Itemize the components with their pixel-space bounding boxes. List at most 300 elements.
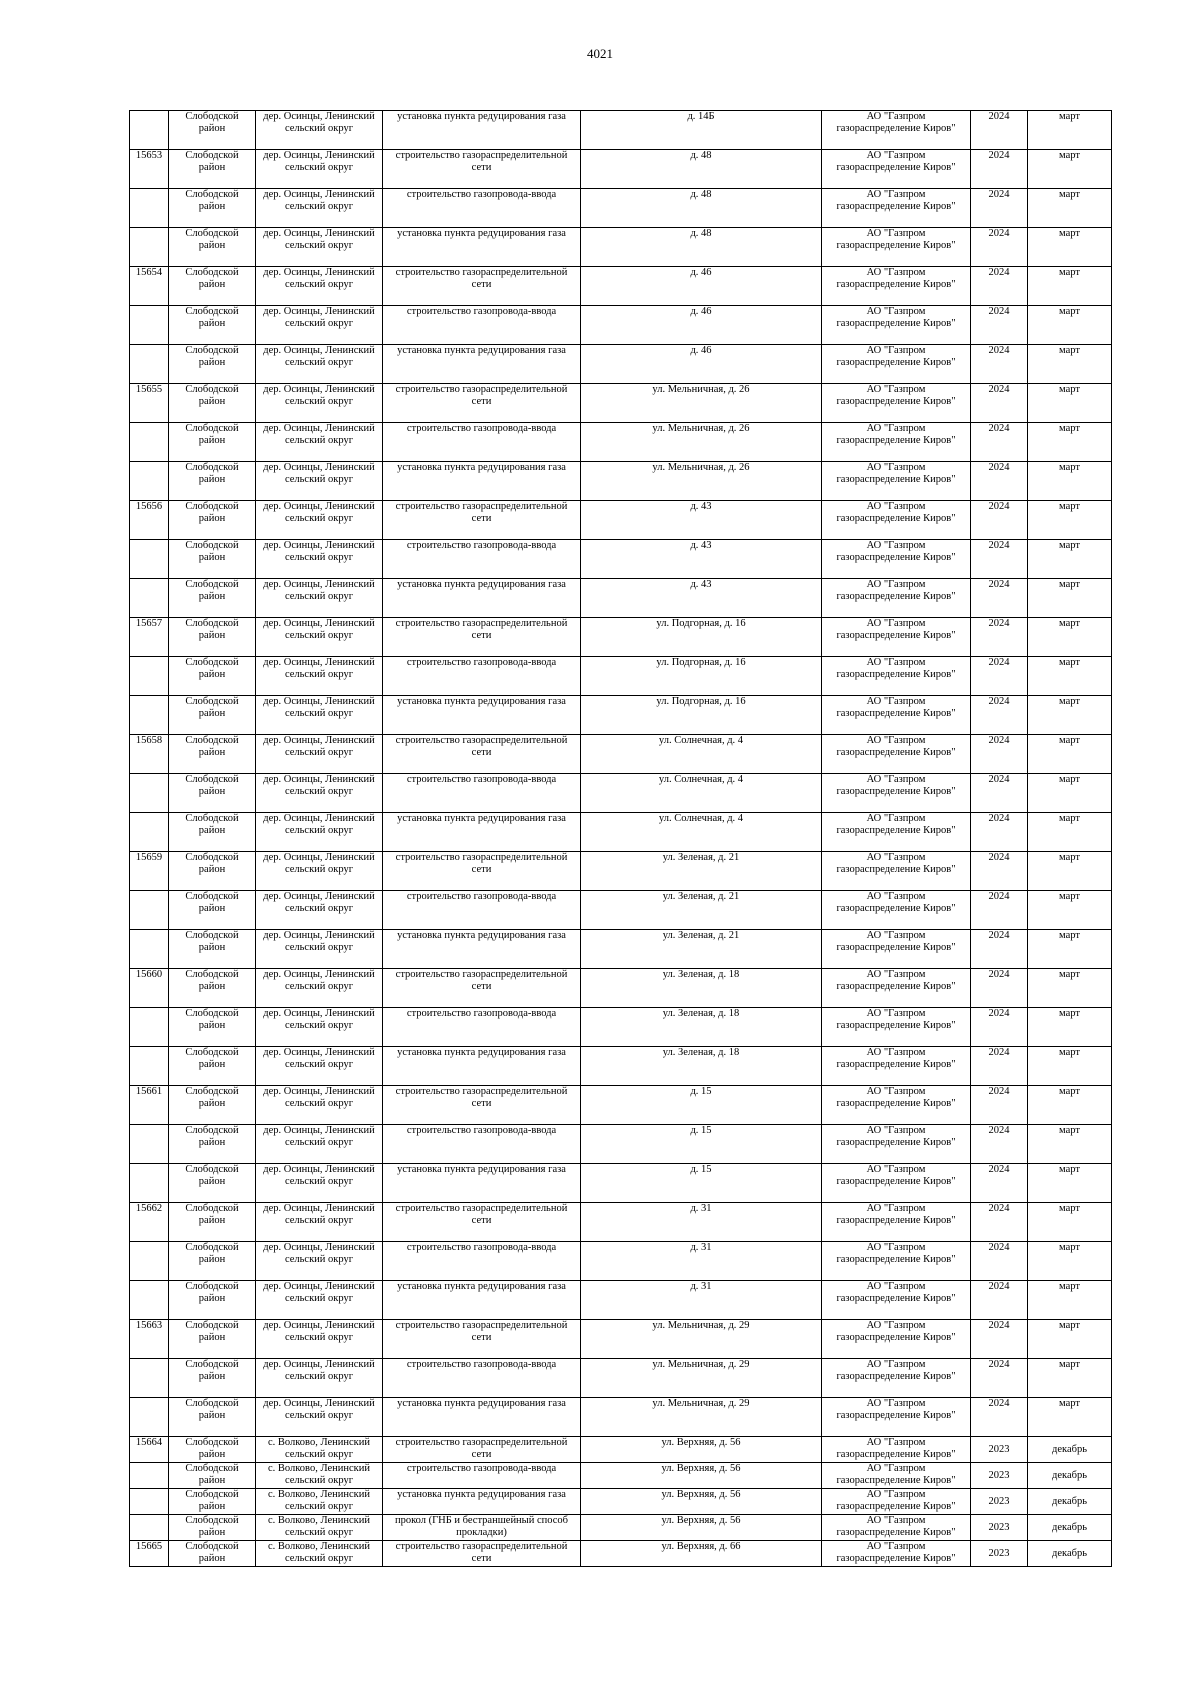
cell-settlement: дер. Осинцы, Ленинский сельский округ [256, 813, 383, 852]
cell-org: АО "Газпром газораспределение Киров" [822, 1463, 971, 1489]
cell-address: ул. Зеленая, д. 21 [581, 891, 822, 930]
cell-year: 2024 [971, 423, 1028, 462]
table-row [130, 384, 1112, 423]
cell-num: 15660 [130, 969, 169, 1008]
cell-month: март [1028, 228, 1112, 267]
cell-month: март [1028, 384, 1112, 423]
table-row [130, 657, 1112, 696]
cell-settlement: дер. Осинцы, Ленинский сельский округ [256, 969, 383, 1008]
cell-settlement: дер. Осинцы, Ленинский сельский округ [256, 1203, 383, 1242]
cell-org: АО "Газпром газораспределение Киров" [822, 150, 971, 189]
cell-num [130, 1164, 169, 1203]
cell-address: ул. Зеленая, д. 18 [581, 1008, 822, 1047]
cell-org: АО "Газпром газораспределение Киров" [822, 735, 971, 774]
cell-month: март [1028, 1320, 1112, 1359]
cell-work: строительство газопровода-ввода [383, 306, 581, 345]
cell-org: АО "Газпром газораспределение Киров" [822, 1242, 971, 1281]
cell-settlement: дер. Осинцы, Ленинский сельский округ [256, 423, 383, 462]
table-row [130, 1164, 1112, 1203]
cell-address: ул. Верхняя, д. 56 [581, 1489, 822, 1515]
cell-month: март [1028, 150, 1112, 189]
cell-work: установка пункта редуцирования газа [383, 1164, 581, 1203]
cell-num: 15653 [130, 150, 169, 189]
cell-address: д. 46 [581, 306, 822, 345]
cell-year: 2024 [971, 267, 1028, 306]
cell-settlement: дер. Осинцы, Ленинский сельский округ [256, 618, 383, 657]
cell-org: АО "Газпром газораспределение Киров" [822, 852, 971, 891]
cell-org: АО "Газпром газораспределение Киров" [822, 267, 971, 306]
cell-work: строительство газопровода-ввода [383, 423, 581, 462]
cell-district: Слободской район [169, 111, 256, 150]
cell-settlement: дер. Осинцы, Ленинский сельский округ [256, 384, 383, 423]
cell-num [130, 1489, 169, 1515]
cell-address: ул. Зеленая, д. 18 [581, 969, 822, 1008]
cell-org: АО "Газпром газораспределение Киров" [822, 1047, 971, 1086]
cell-num: 15664 [130, 1437, 169, 1463]
cell-org: АО "Газпром газораспределение Киров" [822, 540, 971, 579]
cell-address: д. 14Б [581, 111, 822, 150]
cell-org: АО "Газпром газораспределение Киров" [822, 501, 971, 540]
cell-num [130, 111, 169, 150]
cell-district: Слободской район [169, 462, 256, 501]
cell-district: Слободской район [169, 189, 256, 228]
cell-work: строительство газопровода-ввода [383, 1008, 581, 1047]
cell-month: март [1028, 501, 1112, 540]
cell-address: ул. Солнечная, д. 4 [581, 813, 822, 852]
cell-work: установка пункта редуцирования газа [383, 345, 581, 384]
cell-district: Слободской район [169, 150, 256, 189]
table-row [130, 150, 1112, 189]
cell-work: установка пункта редуцирования газа [383, 813, 581, 852]
cell-month: март [1028, 1203, 1112, 1242]
cell-district: Слободской район [169, 657, 256, 696]
cell-settlement: дер. Осинцы, Ленинский сельский округ [256, 345, 383, 384]
cell-work: строительство газопровода-ввода [383, 189, 581, 228]
cell-org: АО "Газпром газораспределение Киров" [822, 1203, 971, 1242]
cell-settlement: дер. Осинцы, Ленинский сельский округ [256, 540, 383, 579]
table-row [130, 1281, 1112, 1320]
cell-address: ул. Мельничная, д. 26 [581, 384, 822, 423]
table-row [130, 813, 1112, 852]
cell-work: строительство газопровода-ввода [383, 1463, 581, 1489]
cell-month: декабрь [1028, 1489, 1112, 1515]
cell-district: Слободской район [169, 735, 256, 774]
cell-num: 15665 [130, 1541, 169, 1567]
cell-work: строительство газопровода-ввода [383, 1359, 581, 1398]
cell-num: 15662 [130, 1203, 169, 1242]
cell-org: АО "Газпром газораспределение Киров" [822, 111, 971, 150]
cell-work: установка пункта редуцирования газа [383, 579, 581, 618]
cell-district: Слободской район [169, 852, 256, 891]
table-row [130, 969, 1112, 1008]
cell-settlement: дер. Осинцы, Ленинский сельский округ [256, 111, 383, 150]
cell-year: 2024 [971, 1281, 1028, 1320]
page-number: 4021 [587, 46, 613, 61]
cell-org: АО "Газпром газораспределение Киров" [822, 774, 971, 813]
cell-num [130, 306, 169, 345]
cell-settlement: дер. Осинцы, Ленинский сельский округ [256, 579, 383, 618]
cell-num [130, 228, 169, 267]
cell-settlement: дер. Осинцы, Ленинский сельский округ [256, 462, 383, 501]
cell-district: Слободской район [169, 1541, 256, 1567]
cell-settlement: дер. Осинцы, Ленинский сельский округ [256, 306, 383, 345]
cell-settlement: дер. Осинцы, Ленинский сельский округ [256, 1008, 383, 1047]
cell-month: март [1028, 1125, 1112, 1164]
cell-work: строительство газораспределительной сети [383, 267, 581, 306]
cell-year: 2024 [971, 306, 1028, 345]
cell-num [130, 540, 169, 579]
cell-address: д. 31 [581, 1203, 822, 1242]
cell-org: АО "Газпром газораспределение Киров" [822, 1359, 971, 1398]
cell-org: АО "Газпром газораспределение Киров" [822, 813, 971, 852]
cell-year: 2024 [971, 1320, 1028, 1359]
cell-org: АО "Газпром газораспределение Киров" [822, 618, 971, 657]
cell-work: строительство газораспределительной сети [383, 1086, 581, 1125]
table-row [130, 774, 1112, 813]
cell-num: 15654 [130, 267, 169, 306]
cell-address: д. 31 [581, 1242, 822, 1281]
cell-address: д. 15 [581, 1125, 822, 1164]
cell-settlement: дер. Осинцы, Ленинский сельский округ [256, 189, 383, 228]
cell-year: 2024 [971, 189, 1028, 228]
table-row [130, 111, 1112, 150]
cell-num [130, 813, 169, 852]
cell-address: ул. Верхняя, д. 56 [581, 1515, 822, 1541]
cell-settlement: с. Волково, Ленинский сельский округ [256, 1437, 383, 1463]
cell-year: 2023 [971, 1463, 1028, 1489]
cell-address: д. 15 [581, 1164, 822, 1203]
cell-year: 2024 [971, 813, 1028, 852]
cell-org: АО "Газпром газораспределение Киров" [822, 384, 971, 423]
cell-num [130, 657, 169, 696]
cell-district: Слободской район [169, 306, 256, 345]
cell-year: 2024 [971, 345, 1028, 384]
cell-org: АО "Газпром газораспределение Киров" [822, 1125, 971, 1164]
cell-month: март [1028, 1359, 1112, 1398]
cell-settlement: дер. Осинцы, Ленинский сельский округ [256, 267, 383, 306]
cell-district: Слободской район [169, 1164, 256, 1203]
table-body [130, 111, 1112, 1567]
table-row [130, 189, 1112, 228]
cell-address: ул. Подгорная, д. 16 [581, 618, 822, 657]
cell-year: 2024 [971, 579, 1028, 618]
cell-org: АО "Газпром газораспределение Киров" [822, 579, 971, 618]
cell-year: 2024 [971, 1164, 1028, 1203]
cell-district: Слободской район [169, 1047, 256, 1086]
cell-org: АО "Газпром газораспределение Киров" [822, 969, 971, 1008]
cell-org: АО "Газпром газораспределение Киров" [822, 1320, 971, 1359]
cell-settlement: дер. Осинцы, Ленинский сельский округ [256, 1359, 383, 1398]
cell-year: 2024 [971, 1008, 1028, 1047]
cell-district: Слободской район [169, 540, 256, 579]
table-row [130, 1489, 1112, 1515]
cell-year: 2024 [971, 1125, 1028, 1164]
cell-year: 2024 [971, 774, 1028, 813]
cell-district: Слободской район [169, 891, 256, 930]
cell-settlement: дер. Осинцы, Ленинский сельский округ [256, 774, 383, 813]
cell-settlement: дер. Осинцы, Ленинский сельский округ [256, 1398, 383, 1437]
cell-address: д. 48 [581, 228, 822, 267]
cell-work: строительство газопровода-ввода [383, 540, 581, 579]
cell-district: Слободской район [169, 228, 256, 267]
cell-settlement: дер. Осинцы, Ленинский сельский округ [256, 150, 383, 189]
cell-district: Слободской район [169, 1086, 256, 1125]
cell-district: Слободской район [169, 813, 256, 852]
cell-settlement: с. Волково, Ленинский сельский округ [256, 1489, 383, 1515]
cell-num [130, 1242, 169, 1281]
cell-year: 2024 [971, 1086, 1028, 1125]
cell-num [130, 579, 169, 618]
table-row [130, 1320, 1112, 1359]
cell-year: 2023 [971, 1437, 1028, 1463]
cell-district: Слободской район [169, 1489, 256, 1515]
cell-num [130, 696, 169, 735]
cell-settlement: дер. Осинцы, Ленинский сельский округ [256, 501, 383, 540]
cell-org: АО "Газпром газораспределение Киров" [822, 345, 971, 384]
cell-num: 15657 [130, 618, 169, 657]
cell-address: ул. Верхняя, д. 66 [581, 1541, 822, 1567]
cell-org: АО "Газпром газораспределение Киров" [822, 306, 971, 345]
table-row [130, 1008, 1112, 1047]
cell-work: строительство газораспределительной сети [383, 1203, 581, 1242]
table-row [130, 462, 1112, 501]
cell-district: Слободской район [169, 1515, 256, 1541]
cell-district: Слободской район [169, 1125, 256, 1164]
cell-work: строительство газораспределительной сети [383, 852, 581, 891]
cell-work: строительство газораспределительной сети [383, 150, 581, 189]
cell-address: ул. Солнечная, д. 4 [581, 774, 822, 813]
cell-work: строительство газопровода-ввода [383, 1242, 581, 1281]
cell-settlement: с. Волково, Ленинский сельский округ [256, 1463, 383, 1489]
cell-work: строительство газораспределительной сети [383, 1437, 581, 1463]
cell-org: АО "Газпром газораспределение Киров" [822, 930, 971, 969]
cell-settlement: дер. Осинцы, Ленинский сельский округ [256, 1047, 383, 1086]
cell-month: март [1028, 891, 1112, 930]
cell-month: март [1028, 540, 1112, 579]
cell-num [130, 1515, 169, 1541]
cell-num: 15661 [130, 1086, 169, 1125]
cell-month: март [1028, 1086, 1112, 1125]
cell-address: ул. Мельничная, д. 26 [581, 462, 822, 501]
cell-num [130, 1281, 169, 1320]
cell-work: установка пункта редуцирования газа [383, 696, 581, 735]
cell-num: 15658 [130, 735, 169, 774]
cell-settlement: с. Волково, Ленинский сельский округ [256, 1541, 383, 1567]
cell-address: ул. Мельничная, д. 29 [581, 1320, 822, 1359]
cell-year: 2024 [971, 1398, 1028, 1437]
cell-district: Слободской район [169, 579, 256, 618]
cell-district: Слободской район [169, 696, 256, 735]
table-row [130, 696, 1112, 735]
table-row [130, 735, 1112, 774]
cell-month: март [1028, 1281, 1112, 1320]
cell-year: 2024 [971, 930, 1028, 969]
cell-address: д. 46 [581, 267, 822, 306]
cell-address: д. 48 [581, 150, 822, 189]
cell-year: 2023 [971, 1541, 1028, 1567]
table-row [130, 930, 1112, 969]
cell-org: АО "Газпром газораспределение Киров" [822, 462, 971, 501]
cell-work: строительство газопровода-ввода [383, 657, 581, 696]
cell-org: АО "Газпром газораспределение Киров" [822, 891, 971, 930]
table-row [130, 618, 1112, 657]
cell-settlement: дер. Осинцы, Ленинский сельский округ [256, 228, 383, 267]
cell-district: Слободской район [169, 267, 256, 306]
cell-work: установка пункта редуцирования газа [383, 462, 581, 501]
cell-work: установка пункта редуцирования газа [383, 1047, 581, 1086]
cell-settlement: дер. Осинцы, Ленинский сельский округ [256, 1164, 383, 1203]
cell-district: Слободской район [169, 1008, 256, 1047]
cell-settlement: с. Волково, Ленинский сельский округ [256, 1515, 383, 1541]
cell-work: строительство газораспределительной сети [383, 501, 581, 540]
cell-num [130, 1463, 169, 1489]
cell-district: Слободской район [169, 1281, 256, 1320]
cell-org: АО "Газпром газораспределение Киров" [822, 1541, 971, 1567]
cell-settlement: дер. Осинцы, Ленинский сельский округ [256, 1320, 383, 1359]
cell-address: ул. Зеленая, д. 21 [581, 852, 822, 891]
cell-num [130, 1125, 169, 1164]
cell-work: строительство газопровода-ввода [383, 1125, 581, 1164]
cell-settlement: дер. Осинцы, Ленинский сельский округ [256, 1125, 383, 1164]
cell-month: март [1028, 774, 1112, 813]
cell-month: декабрь [1028, 1463, 1112, 1489]
cell-num [130, 345, 169, 384]
table-row [130, 1125, 1112, 1164]
cell-month: март [1028, 267, 1112, 306]
cell-month: март [1028, 930, 1112, 969]
cell-district: Слободской район [169, 930, 256, 969]
cell-year: 2024 [971, 852, 1028, 891]
cell-month: март [1028, 345, 1112, 384]
cell-address: д. 15 [581, 1086, 822, 1125]
cell-address: ул. Мельничная, д. 29 [581, 1398, 822, 1437]
cell-num [130, 930, 169, 969]
cell-num [130, 774, 169, 813]
cell-org: АО "Газпром газораспределение Киров" [822, 1515, 971, 1541]
cell-settlement: дер. Осинцы, Ленинский сельский округ [256, 735, 383, 774]
cell-work: строительство газопровода-ввода [383, 774, 581, 813]
cell-month: март [1028, 189, 1112, 228]
table-row [130, 1463, 1112, 1489]
cell-district: Слободской район [169, 1398, 256, 1437]
gasification-table [129, 110, 1112, 1567]
cell-month: март [1028, 735, 1112, 774]
cell-month: март [1028, 1008, 1112, 1047]
cell-year: 2024 [971, 696, 1028, 735]
cell-num [130, 1359, 169, 1398]
cell-address: ул. Мельничная, д. 29 [581, 1359, 822, 1398]
cell-month: март [1028, 618, 1112, 657]
table-row [130, 1359, 1112, 1398]
cell-year: 2023 [971, 1489, 1028, 1515]
cell-num: 15655 [130, 384, 169, 423]
cell-work: строительство газораспределительной сети [383, 618, 581, 657]
cell-num: 15656 [130, 501, 169, 540]
cell-num: 15663 [130, 1320, 169, 1359]
cell-year: 2024 [971, 1203, 1028, 1242]
cell-month: март [1028, 1047, 1112, 1086]
cell-num: 15659 [130, 852, 169, 891]
cell-year: 2024 [971, 1047, 1028, 1086]
cell-address: ул. Верхняя, д. 56 [581, 1463, 822, 1489]
cell-year: 2024 [971, 228, 1028, 267]
table-row [130, 1398, 1112, 1437]
cell-address: д. 48 [581, 189, 822, 228]
cell-month: март [1028, 111, 1112, 150]
cell-settlement: дер. Осинцы, Ленинский сельский округ [256, 1086, 383, 1125]
cell-month: март [1028, 852, 1112, 891]
cell-district: Слободской район [169, 969, 256, 1008]
cell-work: строительство газораспределительной сети [383, 1320, 581, 1359]
cell-month: март [1028, 1242, 1112, 1281]
cell-month: март [1028, 423, 1112, 462]
cell-month: март [1028, 306, 1112, 345]
table-row [130, 852, 1112, 891]
cell-settlement: дер. Осинцы, Ленинский сельский округ [256, 696, 383, 735]
cell-month: март [1028, 1398, 1112, 1437]
table-row [130, 423, 1112, 462]
cell-month: март [1028, 462, 1112, 501]
table-row [130, 1515, 1112, 1541]
cell-org: АО "Газпром газораспределение Киров" [822, 1164, 971, 1203]
cell-org: АО "Газпром газораспределение Киров" [822, 1086, 971, 1125]
cell-address: д. 46 [581, 345, 822, 384]
cell-district: Слободской район [169, 501, 256, 540]
cell-org: АО "Газпром газораспределение Киров" [822, 657, 971, 696]
cell-org: АО "Газпром газораспределение Киров" [822, 228, 971, 267]
cell-work: строительство газораспределительной сети [383, 735, 581, 774]
cell-work: установка пункта редуцирования газа [383, 930, 581, 969]
cell-work: строительство газораспределительной сети [383, 1541, 581, 1567]
cell-address: ул. Мельничная, д. 26 [581, 423, 822, 462]
cell-month: март [1028, 696, 1112, 735]
cell-address: д. 43 [581, 501, 822, 540]
cell-year: 2023 [971, 1515, 1028, 1541]
table-row [130, 1086, 1112, 1125]
cell-num [130, 1008, 169, 1047]
cell-district: Слободской район [169, 384, 256, 423]
cell-district: Слободской район [169, 1437, 256, 1463]
cell-month: март [1028, 579, 1112, 618]
cell-year: 2024 [971, 540, 1028, 579]
cell-month: декабрь [1028, 1437, 1112, 1463]
cell-work: прокол (ГНБ и бестраншейный способ прокладки) [383, 1515, 581, 1541]
cell-work: установка пункта редуцирования газа [383, 1281, 581, 1320]
cell-settlement: дер. Осинцы, Ленинский сельский округ [256, 891, 383, 930]
cell-work: установка пункта редуцирования газа [383, 1398, 581, 1437]
cell-address: ул. Подгорная, д. 16 [581, 696, 822, 735]
cell-work: строительство газораспределительной сети [383, 384, 581, 423]
cell-work: строительство газораспределительной сети [383, 969, 581, 1008]
cell-year: 2024 [971, 111, 1028, 150]
cell-num [130, 462, 169, 501]
cell-year: 2024 [971, 462, 1028, 501]
cell-address: ул. Зеленая, д. 21 [581, 930, 822, 969]
cell-district: Слободской район [169, 1463, 256, 1489]
cell-org: АО "Газпром газораспределение Киров" [822, 1008, 971, 1047]
cell-month: декабрь [1028, 1541, 1112, 1567]
cell-year: 2024 [971, 1359, 1028, 1398]
cell-district: Слободской район [169, 1203, 256, 1242]
cell-year: 2024 [971, 1242, 1028, 1281]
cell-address: ул. Подгорная, д. 16 [581, 657, 822, 696]
cell-org: АО "Газпром газораспределение Киров" [822, 1398, 971, 1437]
table-row [130, 1203, 1112, 1242]
cell-year: 2024 [971, 384, 1028, 423]
cell-year: 2024 [971, 735, 1028, 774]
cell-num [130, 423, 169, 462]
cell-num [130, 1398, 169, 1437]
